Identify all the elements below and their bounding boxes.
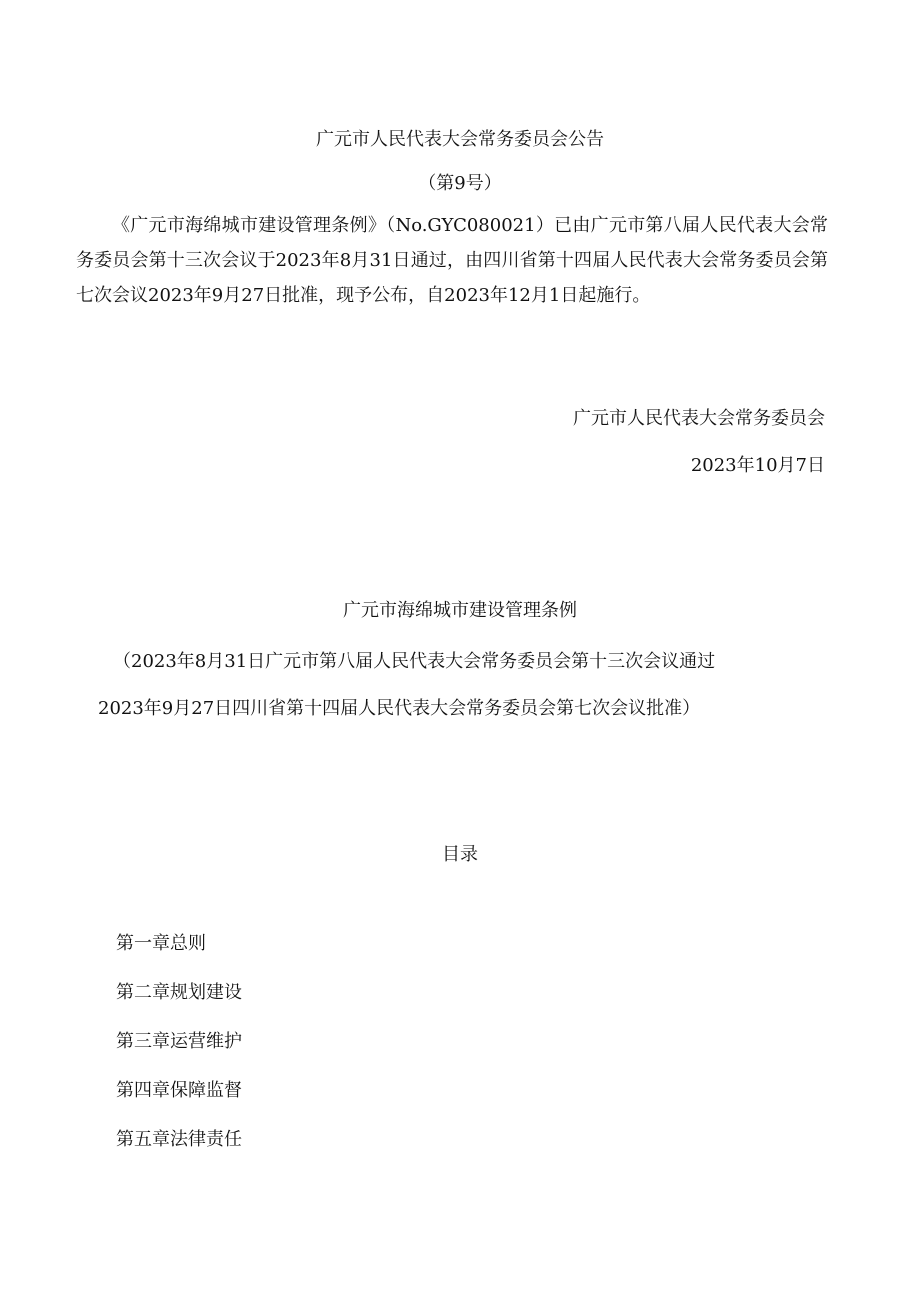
table-of-contents xyxy=(116,932,242,1177)
toc-heading: 目录 xyxy=(442,844,478,865)
toc-item-chapter-1: 第一章总则 xyxy=(116,933,206,954)
regulation-title: 广元市海绵城市建设管理条例 xyxy=(343,600,577,621)
announcement-title: 广元市人民代表大会常务委员会公告 xyxy=(316,129,604,150)
toc-item-chapter-2: 第二章规划建设 xyxy=(116,982,242,1003)
toc-item-chapter-5: 第五章法律责任 xyxy=(116,1129,242,1150)
regulation-note-line-2: 2023年9月27日四川省第十四届人民代表大会常务委员会第七次会议批准） xyxy=(98,698,701,719)
issue-date: 2023年10月7日 xyxy=(690,455,825,476)
toc-item-chapter-4: 第四章保障监督 xyxy=(116,1080,242,1101)
announcement-number: （第9号） xyxy=(418,173,502,194)
toc-item-chapter-3: 第三章运营维护 xyxy=(116,1031,242,1052)
announcement-body: 《广元市海绵城市建设管理条例》（No.GYC080021）已由广元市第八届人民代表大会常务委员会第十三次会议于2023年8月31日通过，由四川省第十四届人民代表大会常务委员会第七次会议2023年9月27日批准，现予公布，自2023年12月1日起施行。 xyxy=(76,215,828,306)
regulation-note-line-1: （2023年8月31日广元市第八届人民代表大会常务委员会第十三次会议通过 xyxy=(113,651,716,672)
issuer: 广元市人民代表大会常务委员会 xyxy=(573,408,825,429)
